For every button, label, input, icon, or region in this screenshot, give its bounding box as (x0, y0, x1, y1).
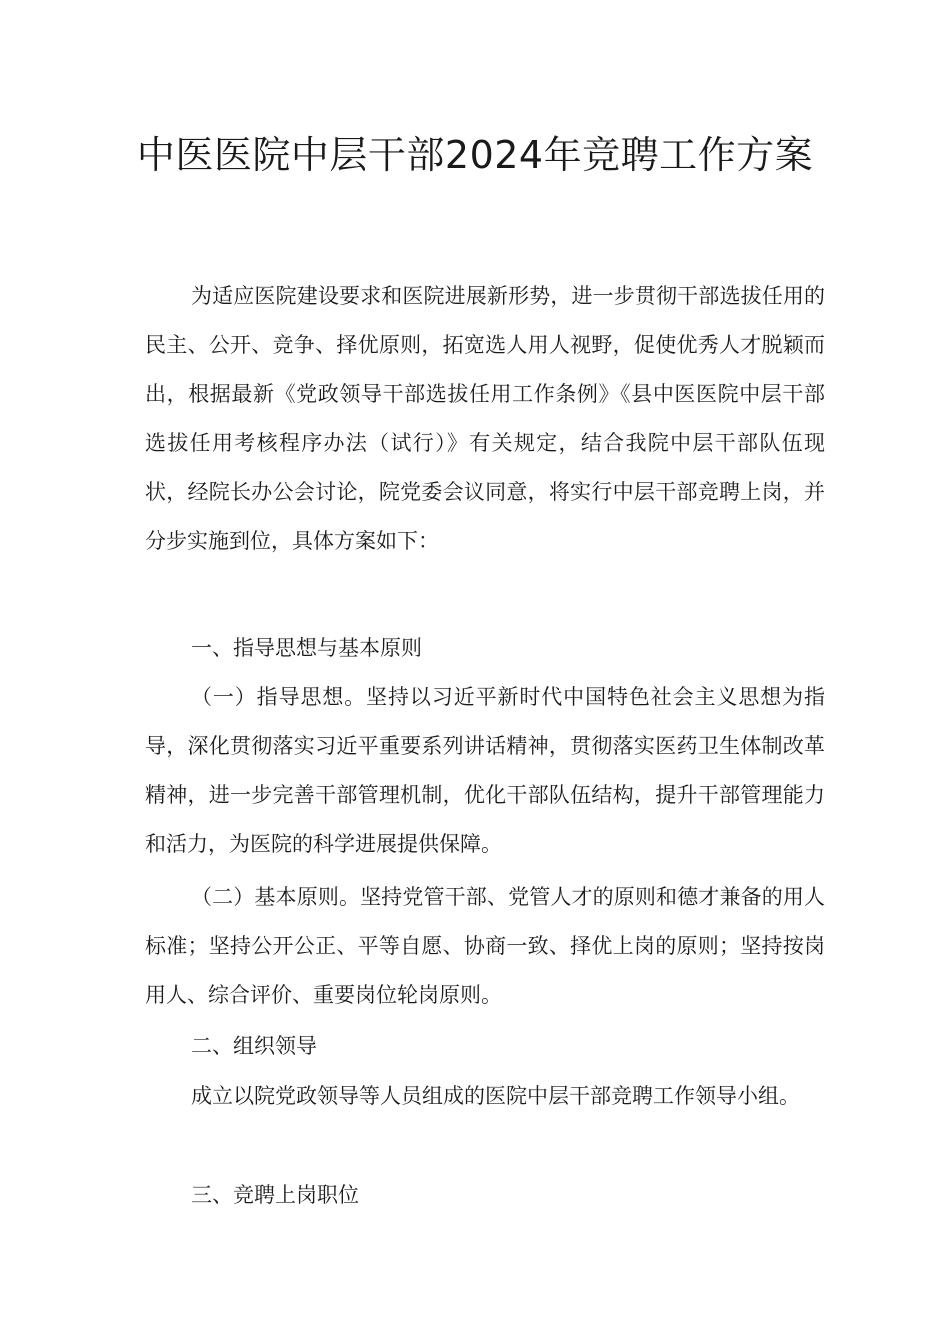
document-title: 中医医院中层干部2024年竞聘工作方案 (136, 133, 814, 177)
section-heading-positions: 三、竞聘上岗职位 (191, 1183, 359, 1207)
paragraph-basic-principles: （二）基本原则。坚持党管干部、党管人才的原则和德才兼备的用人标准；坚持公开公正、平等自愿、协商一致、择优上岗的原则；坚持按岗用人、综合评价、重要岗位轮岗原则。 (145, 885, 825, 1007)
intro-paragraph: 为适应医院建设要求和医院进展新形势，进一步贯彻干部选拔任用的民主、公开、竞争、择优原则，拓宽选人用人视野，促使优秀人才脱颖而出，根据最新《党政领导干部选拔任用工作条例》《县中医医院中层干部选拔任用考核程序办法（试行）》有关规定，结合我院中层干部队伍现状，经院长办公会讨论，院党委会议同意，将实行中层干部竞聘上岗，并分步实施到位，具体方案如下： (145, 284, 825, 553)
paragraph-leading-group: 成立以院党政领导等人员组成的医院中层干部竞聘工作领导小组。 (191, 1084, 800, 1108)
paragraph-guiding-thought: （一）指导思想。坚持以习近平新时代中国特色社会主义思想为指导，深化贯彻落实习近平重要系列讲话精神，贯彻落实医药卫生体制改革精神，进一步完善干部管理机制，优化干部队伍结构，提升干部管理能力和活力，为医院的科学进展提供保障。 (145, 685, 825, 856)
section-heading-organization: 二、组织领导 (191, 1034, 317, 1058)
section-heading-guiding-principles: 一、指导思想与基本原则 (191, 636, 422, 660)
